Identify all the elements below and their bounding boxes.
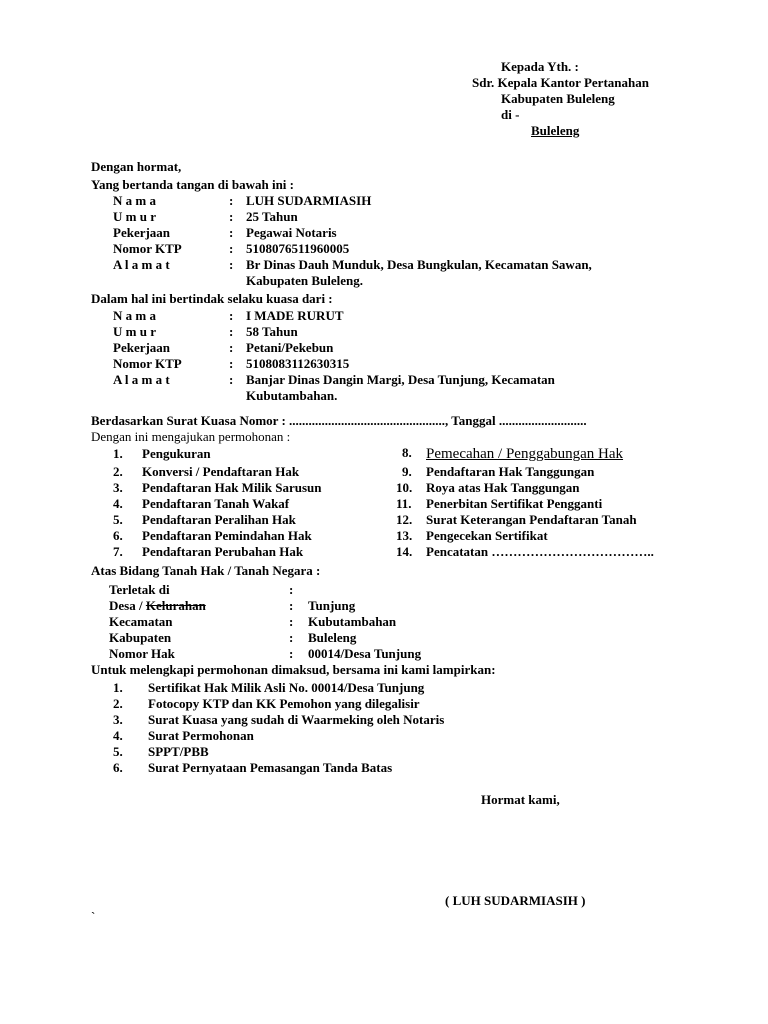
stray-mark: ` [91,909,96,924]
applicant-value: Pegawai Notaris [246,225,337,240]
attachment-item: Surat Kuasa yang sudah di Waarmeking oleh Notaris [148,712,445,727]
service-item: Pendaftaran Perubahan Hak [142,544,304,559]
applicant-value: 25 Tahun [246,209,298,224]
proxy-value: I MADE RURUT [246,308,344,323]
service-number: 10. [396,480,413,495]
service-item: Penerbitan Sertifikat Pengganti [426,496,603,511]
proxy-label: Nomor KTP [113,356,182,371]
proxy-value: Petani/Pekebun [246,340,334,355]
applicant-label: Pekerjaan [113,225,171,240]
land-intro: Atas Bidang Tanah Hak / Tanah Negara : [91,563,321,578]
service-item: Pendaftaran Hak Tanggungan [426,464,595,479]
proxy-intro: Dalam hal ini bertindak selaku kuasa dari : [91,291,333,306]
recipient-line-3: Kabupaten Buleleng [501,91,615,106]
service-item: Pendaftaran Hak Milik Sarusun [142,480,322,495]
land-value: Tunjung [308,598,356,613]
service-item: Pengecekan Sertifikat [426,528,548,543]
applicant-address-cont: Kabupaten Buleleng. [246,273,364,288]
land-value: 00014/Desa Tunjung [308,646,422,661]
attachment-item: Surat Pernyataan Pemasangan Tanda Batas [148,760,393,775]
applicant-colon: : [229,241,234,256]
service-number: 5. [113,512,123,527]
attachments-intro: Untuk melengkapi permohonan dimaksud, bersama ini kami lampirkan: [91,662,496,677]
applicant-value: Br Dinas Dauh Munduk, Desa Bungkulan, Kecamatan Sawan, [246,257,592,272]
desa-label: Desa / [109,598,146,613]
proxy-value: 5108083112630315 [246,356,350,371]
proxy-label: N a m a [113,308,156,323]
applicant-colon: : [229,193,234,208]
service-number: 6. [113,528,123,543]
kelurahan-struck: Kelurahan [145,598,206,613]
service-item: Pendaftaran Tanah Wakaf [142,496,290,511]
attachment-number: 3. [113,712,123,727]
service-number: 2. [113,464,123,479]
land-value: Buleleng [308,630,357,645]
service-number: 11. [396,496,412,511]
service-item: Pengukuran [142,446,211,461]
attachment-number: 4. [113,728,123,743]
recipient-line-5: Buleleng [531,123,580,138]
applicant-colon: : [229,257,234,272]
service-number: 4. [113,496,123,511]
land-colon: : [289,630,294,645]
land-label: Terletak di [109,582,170,597]
recipient-line-1: Kepada Yth. : [501,59,579,74]
attachment-item: Surat Permohonan [148,728,254,743]
applicant-label: A l a m a t [113,257,170,272]
service-number: 12. [396,512,413,527]
recipient-line-2: Sdr. Kepala Kantor Pertanahan [472,75,649,90]
attachment-number: 5. [113,744,123,759]
service-item: Pencatatan ……………………………….. [426,544,654,559]
land-desa-label [109,598,206,614]
attachment-item: Sertifikat Hak Milik Asli No. 00014/Desa Tunjung [148,680,425,695]
land-colon: : [289,598,294,613]
service-number: 3. [113,480,123,495]
service-number: 14. [396,544,413,559]
proxy-value: 58 Tahun [246,324,298,339]
applicant-value: 5108076511960005 [246,241,350,256]
proxy-colon: : [229,324,234,339]
service-number: 13. [396,528,413,543]
closing: Hormat kami, [481,792,560,807]
land-label: Kecamatan [109,614,173,629]
proxy-value: Banjar Dinas Dangin Margi, Desa Tunjung, Kecamatan [246,372,555,387]
land-colon: : [289,614,294,629]
proxy-address-cont: Kubutambahan. [246,388,338,403]
recipient-line-4: di - [501,107,520,122]
applicant-intro: Yang bertanda tangan di bawah ini : [91,177,294,192]
attachment-number: 6. [113,760,123,775]
applicant-colon: : [229,209,234,224]
land-label: Nomor Hak [109,646,175,661]
service-number: 8. [402,445,412,460]
applicant-value: LUH SUDARMIASIH [246,193,372,208]
land-value: Kubutambahan [308,614,397,629]
service-number: 7. [113,544,123,559]
service-item: Pendaftaran Pemindahan Hak [142,528,312,543]
service-item: Konversi / Pendaftaran Hak [142,464,300,479]
attachment-item: Fotocopy KTP dan KK Pemohon yang dilegalisir [148,696,420,711]
land-label: Kabupaten [109,630,172,645]
service-item: Pemecahan / Penggabungan Hak [426,446,624,462]
applicant-label: U m u r [113,209,156,224]
land-colon: : [289,582,294,597]
service-item: Roya atas Hak Tanggungan [426,480,580,495]
applicant-label: Nomor KTP [113,241,182,256]
applicant-label: N a m a [113,193,156,208]
proxy-label: Pekerjaan [113,340,171,355]
attachment-item: SPPT/PBB [148,744,209,759]
request-intro: Dengan ini mengajukan permohonan : [91,429,291,444]
attachment-number: 2. [113,696,123,711]
power-of-attorney-line: Berdasarkan Surat Kuasa Nomor : ................................................, Tanggal ........................... [91,413,587,428]
proxy-label: U m u r [113,324,156,339]
greeting: Dengan hormat, [91,159,182,174]
proxy-colon: : [229,356,234,371]
proxy-colon: : [229,372,234,387]
service-item: Pendaftaran Peralihan Hak [142,512,296,527]
land-colon: : [289,646,294,661]
applicant-colon: : [229,225,234,240]
proxy-colon: : [229,308,234,323]
signature-name: ( LUH SUDARMIASIH ) [445,893,586,908]
service-number: 1. [113,446,123,461]
proxy-label: A l a m a t [113,372,170,387]
service-item: Surat Keterangan Pendaftaran Tanah [426,512,637,527]
proxy-colon: : [229,340,234,355]
attachment-number: 1. [113,680,123,695]
service-number: 9. [402,464,412,479]
